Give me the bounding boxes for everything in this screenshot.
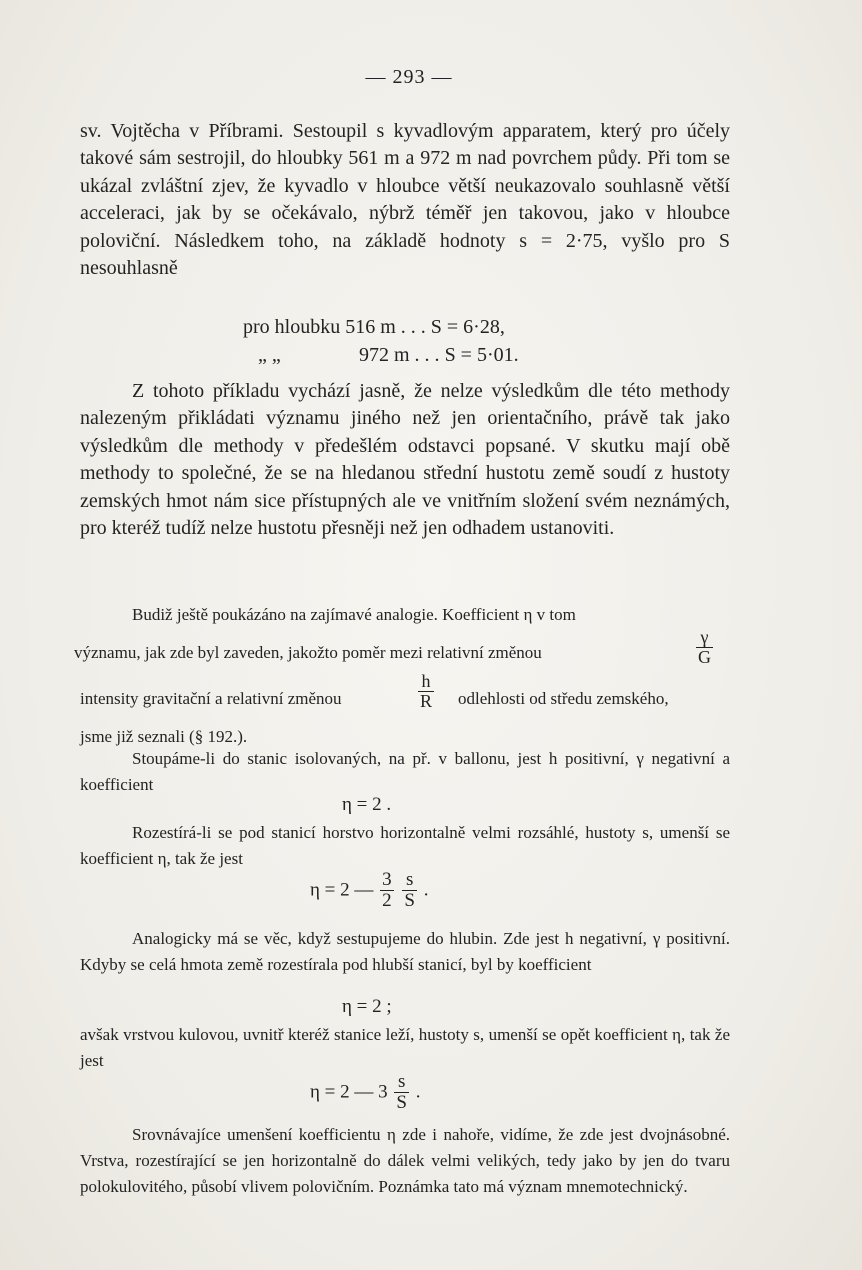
equation-eta-2-minus-3-s-s (310, 1072, 420, 1113)
fraction-s-over-s-b (394, 1072, 409, 1113)
equation-eta-2-b: η = 2 ; (342, 996, 392, 1017)
result-row-2-value: S = 5·01. (444, 344, 519, 366)
page-number: — 293 — (365, 66, 453, 88)
equation-2-lhs: η = 2 — (310, 879, 374, 901)
fraction-h-num: h (418, 672, 434, 692)
equation-2-tail: . (423, 879, 429, 901)
result-row-2 (258, 344, 519, 367)
paragraph-methods (80, 378, 730, 542)
fraction-s-over-s-a (402, 870, 417, 911)
analogies-line-2 (74, 627, 730, 670)
analogies-line-2-text: významu, jak zde byl zaveden, jakožto poměr mezi relativní změnou (74, 643, 542, 662)
equation-4-tail: . (415, 1081, 421, 1103)
analogies-line-3 (80, 670, 730, 718)
fraction-2-den: 2 (382, 889, 392, 911)
paragraph-analogies (74, 602, 730, 750)
fraction-h-den: R (420, 690, 433, 711)
paragraph-hlubiny (80, 926, 730, 978)
paragraph-ballon (80, 746, 730, 798)
paragraph-pribram (80, 118, 730, 282)
ditto-marks: „ „ (258, 344, 281, 366)
fraction-3-num: 3 (382, 869, 392, 890)
fraction-s-num-a: s (402, 870, 417, 891)
paragraph-pribram-text: sv. Vojtěcha v Příbrami. Sestoupil s kyvadlovým apparatem, který pro účely takové sám sestrojil, do hloubky 561 m a 972 m nad povrchem půdy. Při tom se ukázal zvláštní zjev, že kyvadlo v hloubce větší neukazovalo souhlasně větší acceleraci, jak by se očekávalo, nýbrž téměř jen takovou, jako v hloubce poloviční. Následkem toho, na základě hodnoty s = 2·75, vyšlo pro S nesouhlasně (80, 120, 730, 280)
paragraph-vrstva-kulova-text: avšak vrstvou kulovou, uvnitř kteréž stanice leží, hustoty s, umenší se opět koefficient η, tak že jest (80, 1025, 730, 1070)
equation-eta-2-minus-3-2-s-s (310, 870, 428, 911)
result-row-1 (243, 316, 505, 339)
paragraph-vrstva-kulova (80, 1022, 730, 1074)
result-row-2-label: 972 m . . . (359, 344, 440, 366)
fraction-gamma-den: G (698, 646, 711, 667)
analogies-line-4: jsme již seznali (§ 192.). (80, 727, 248, 746)
equation-eta-2-a: η = 2 . (342, 794, 392, 815)
analogies-line-3-pre: intensity gravitační a relativní změnou (80, 689, 342, 708)
fraction-h-over-r (418, 672, 434, 711)
paragraph-srovnani (80, 1122, 730, 1200)
equation-4-lhs: η = 2 — 3 (310, 1081, 388, 1103)
paragraph-ballon-text: Stoupáme-li do stanic isolovaných, na př. v ballonu, jest h positivní, γ negativní a koefficient (80, 749, 730, 794)
analogies-line-3-post: odlehlosti od středu zemského, (458, 689, 669, 708)
paragraph-srovnani-text: Srovnávajíce umenšení koefficientu η zde i nahoře, vidíme, že zde jest dvojnásobné. Vrstva, rozestírající se jen horizontalně do dálek velmi velikých, tedy jako by jen do tvaru polokulovitého, působí vlivem polovičním. Poznámka tato má význam mnemotechnický. (80, 1125, 730, 1196)
paragraph-horstvo-text: Rozestírá-li se pod stanicí horstvo horizontalně velmi rozsáhlé, hustoty s, umenší se koefficient η, tak že jest (80, 823, 730, 868)
paragraph-horstvo (80, 820, 730, 872)
result-row-1-value: S = 6·28, (430, 316, 505, 338)
paragraph-hlubiny-text: Analogicky má se věc, když sestupujeme do hlubin. Zde jest h negativní, γ positivní. Kdyby se celá hmota země rozestírala pod hlubší stanicí, byl by koefficient (80, 929, 730, 974)
analogies-line-1: Budiž ještě poukázáno na zajímavé analogie. Koefficient η v tom (132, 605, 576, 624)
fraction-s-num-b: s (394, 1072, 409, 1093)
fraction-gamma-num: γ (696, 628, 713, 648)
fraction-3-over-2 (380, 870, 394, 911)
fraction-s-den-b: S (396, 1091, 407, 1113)
result-row-1-label: pro hloubku 516 m . . . (243, 316, 426, 338)
paragraph-methods-text: Z tohoto příkladu vychází jasně, že nelze výsledkům dle této methody nalezeným přikládati významu jiného než jen orientačního, právě tak jako výsledkům dle methody v předešlém odstavci popsané. V skutku mají obě methody to společné, že se na hledanou střední hustotu země soudí z hustoty zemských hmot nám sice přístupných ale ve vnitřním složení svém neznámých, pro kteréž tudíž nelze hustotu přesněji než jen odhadem ustanoviti. (80, 380, 730, 540)
fraction-gamma-over-g (696, 628, 713, 667)
fraction-s-den-a: S (404, 889, 415, 911)
